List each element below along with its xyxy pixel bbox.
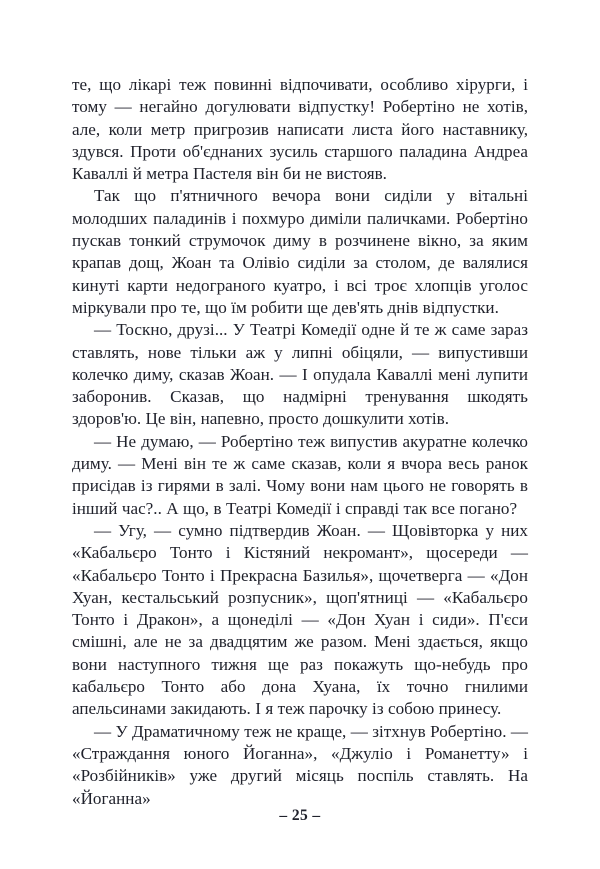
paragraph-dialogue: — Тоскно, друзі... У Театрі Комедії одне й те ж саме зараз ставлять, нове тільки аж у липні обіцяли, — випустивши колечко диму, сказав Жоан. — І опудала Каваллі мені лупити заборонив. Сказав, що надмірні тренування шкодять здоров'ю. Це він, напевно, просто дошкулити хотів.	[72, 320, 528, 429]
page-text-block	[72, 74, 528, 810]
paragraph: Так що п'ятничного вечора вони сиділи у вітальні молодших паладинів і похмуро диміли паличками. Робертіно пускав тонкий струмочок диму в розчинене вікно, за яким крапав дощ, Жоан та Олівіо сиділи за столом, де валялися кинуті карти недограного куатро, і всі троє хлопців уголос міркували про те, що їм робити ще дев'ять днів відпустки.	[72, 186, 528, 317]
paragraph-dialogue: — У Драматичному теж не краще, — зітхнув Робертіно. — «Страждання юного Йоганна», «Джуліо і Романетту» і «Розбійників» уже другий місяць поспіль ставлять. На «Йоганна»	[72, 721, 528, 808]
page-number: – 25 –	[279, 807, 321, 824]
paragraph-dialogue: — Не думаю, — Робертіно теж випустив акуратне колечко диму. — Мені він те ж саме сказав, коли я вчора весь ранок присідав із гирями в залі. Чому вони нам цього не говорять в інший час?.. А що, в Театрі Комедії і справді так все погано?	[72, 431, 528, 518]
paragraph-continuation: те, що лікарі теж повинні відпочивати, особливо хірурги, і тому — негайно догулювати відпустку! Робертіно не хотів, але, коли метр пригрозив написати листа його наставнику, здувся. Проти об'єднаних зусиль старшого паладина Андреа Каваллі й метра Пастеля він би не вистояв.	[72, 75, 528, 184]
paragraph-dialogue: — Угу, — сумно підтвердив Жоан. — Щовівторка у них «Кабальєро Тонто і Кістяний некромант», щосереди — «Кабальєро Тонто і Прекрасна Базилья», щочетверга — «Дон Хуан, кестальський розпусник», щоп'ятниці — «Кабальєро Тонто і Дракон», а щонеділі — «Дон Хуан і сиди». П'єси смішні, але не за двадцятим же разом. Мені здається, якщо вони наступного тижня ще раз покажуть що-небудь про кабальєро Тонто або дона Хуана, їх точно гнилими апельсинами закидають. І я теж парочку із собою принесу.	[72, 520, 528, 719]
